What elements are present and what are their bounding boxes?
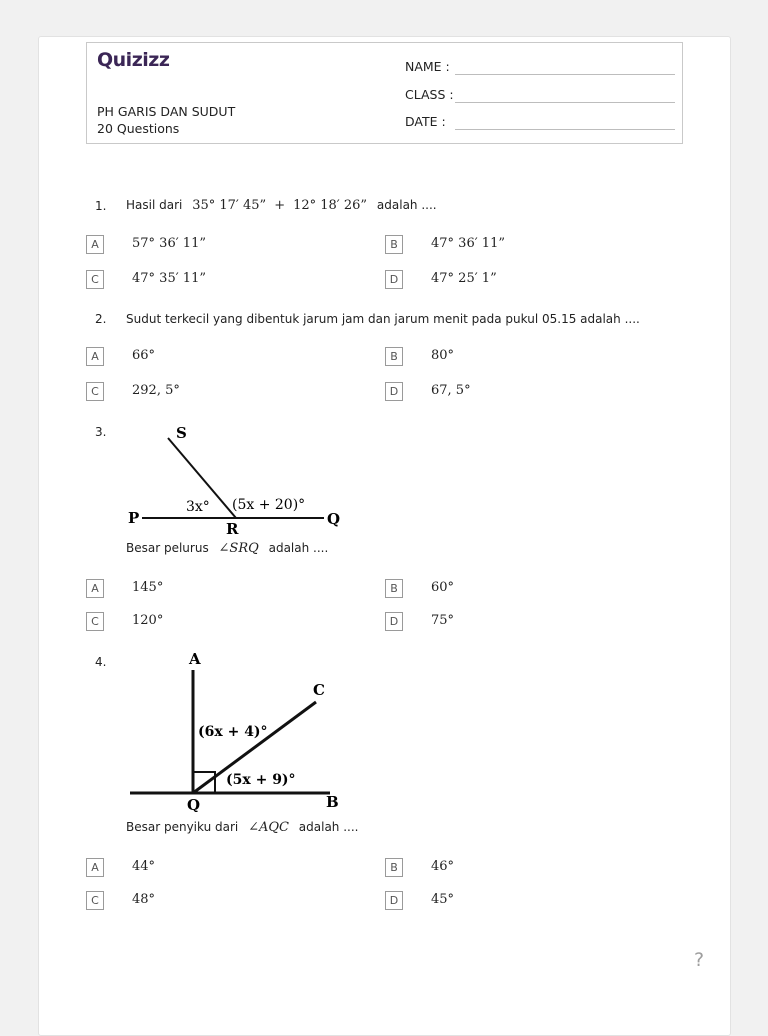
name-field[interactable] xyxy=(405,59,675,77)
option-letter: A xyxy=(86,579,104,598)
question-text: Sudut terkecil yang dibentuk jarum jam dan jarum menit pada pukul 05.15 adalah .... xyxy=(126,312,640,326)
name-label: NAME : xyxy=(405,59,450,74)
option-value: 47° 36′ 11” xyxy=(431,236,505,251)
angle-label-right: (5x + 20)° xyxy=(232,497,306,513)
question-text xyxy=(126,198,437,213)
option-value: 44° xyxy=(132,859,156,874)
question-text-after: adalah .... xyxy=(298,820,359,834)
option-letter: C xyxy=(86,382,104,401)
option-value: 292, 5° xyxy=(132,383,180,398)
label-q: Q xyxy=(327,510,341,528)
option-value: 75° xyxy=(431,613,455,628)
help-icon[interactable]: ? xyxy=(694,949,705,971)
question-text-before: Besar pelurus xyxy=(126,541,209,555)
option-value: 47° 35′ 11” xyxy=(132,271,206,286)
class-line xyxy=(455,102,675,103)
option-letter: A xyxy=(86,235,104,254)
date-label: DATE : xyxy=(405,114,446,129)
worksheet-title: PH GARIS DAN SUDUT xyxy=(97,104,236,119)
option-value: 145° xyxy=(132,580,164,595)
option-value: 67, 5° xyxy=(431,383,471,398)
math-expression: ∠SRQ xyxy=(218,541,259,556)
math-expression: 35° 17′ 45” xyxy=(192,198,267,213)
option-value: 47° 25′ 1” xyxy=(431,271,497,286)
option-letter: C xyxy=(86,891,104,910)
option-letter: B xyxy=(385,858,403,877)
label-b: B xyxy=(326,793,339,811)
question-text-after: adalah .... xyxy=(268,541,329,555)
question-number: 1. xyxy=(95,199,107,213)
label-c: C xyxy=(313,681,325,699)
option-letter: D xyxy=(385,382,403,401)
angle-label-upper: (6x + 4)° xyxy=(198,724,268,740)
option-letter: B xyxy=(385,235,403,254)
date-line xyxy=(455,129,675,130)
option-value: 46° xyxy=(431,859,455,874)
option-letter: D xyxy=(385,891,403,910)
question-count: 20 Questions xyxy=(97,121,180,136)
quizizz-logo: Quizizz xyxy=(97,49,170,71)
math-expression: ∠AQC xyxy=(248,820,289,835)
label-a: A xyxy=(189,650,201,668)
option-value: 66° xyxy=(132,348,156,363)
option-letter: B xyxy=(385,347,403,366)
angle-figure-srq xyxy=(126,420,366,538)
question-text-before: Besar penyiku dari xyxy=(126,820,239,834)
question-number: 4. xyxy=(95,655,107,669)
label-q: Q xyxy=(187,796,201,812)
option-value: 60° xyxy=(431,580,455,595)
option-value: 57° 36′ 11” xyxy=(132,236,206,251)
option-letter: A xyxy=(86,858,104,877)
option-letter: B xyxy=(385,579,403,598)
option-value: 45° xyxy=(431,892,455,907)
label-s: S xyxy=(176,424,187,442)
option-value: 80° xyxy=(431,348,455,363)
option-value: 120° xyxy=(132,613,164,628)
angle-label-lower: (5x + 9)° xyxy=(226,772,296,788)
option-letter: C xyxy=(86,270,104,289)
worksheet-header xyxy=(86,42,683,144)
option-letter: D xyxy=(385,270,403,289)
angle-figure-aqc xyxy=(126,648,356,812)
angle-label-left: 3x° xyxy=(186,499,210,515)
name-line xyxy=(455,74,675,75)
label-r: R xyxy=(226,520,239,538)
option-value: 48° xyxy=(132,892,156,907)
question-text-after: adalah .... xyxy=(376,198,437,212)
option-letter: A xyxy=(86,347,104,366)
class-field[interactable] xyxy=(405,87,675,105)
question-number: 3. xyxy=(95,425,107,439)
math-expression: 12° 18′ 26” xyxy=(293,198,368,213)
option-letter: C xyxy=(86,612,104,631)
date-field[interactable] xyxy=(405,114,675,132)
question-number: 2. xyxy=(95,312,107,326)
question-text xyxy=(126,820,359,835)
question-text xyxy=(126,541,328,556)
class-label: CLASS : xyxy=(405,87,454,102)
option-letter: D xyxy=(385,612,403,631)
math-operator: + xyxy=(274,198,286,213)
question-text-before: Hasil dari xyxy=(126,198,183,212)
label-p: P xyxy=(128,509,140,527)
